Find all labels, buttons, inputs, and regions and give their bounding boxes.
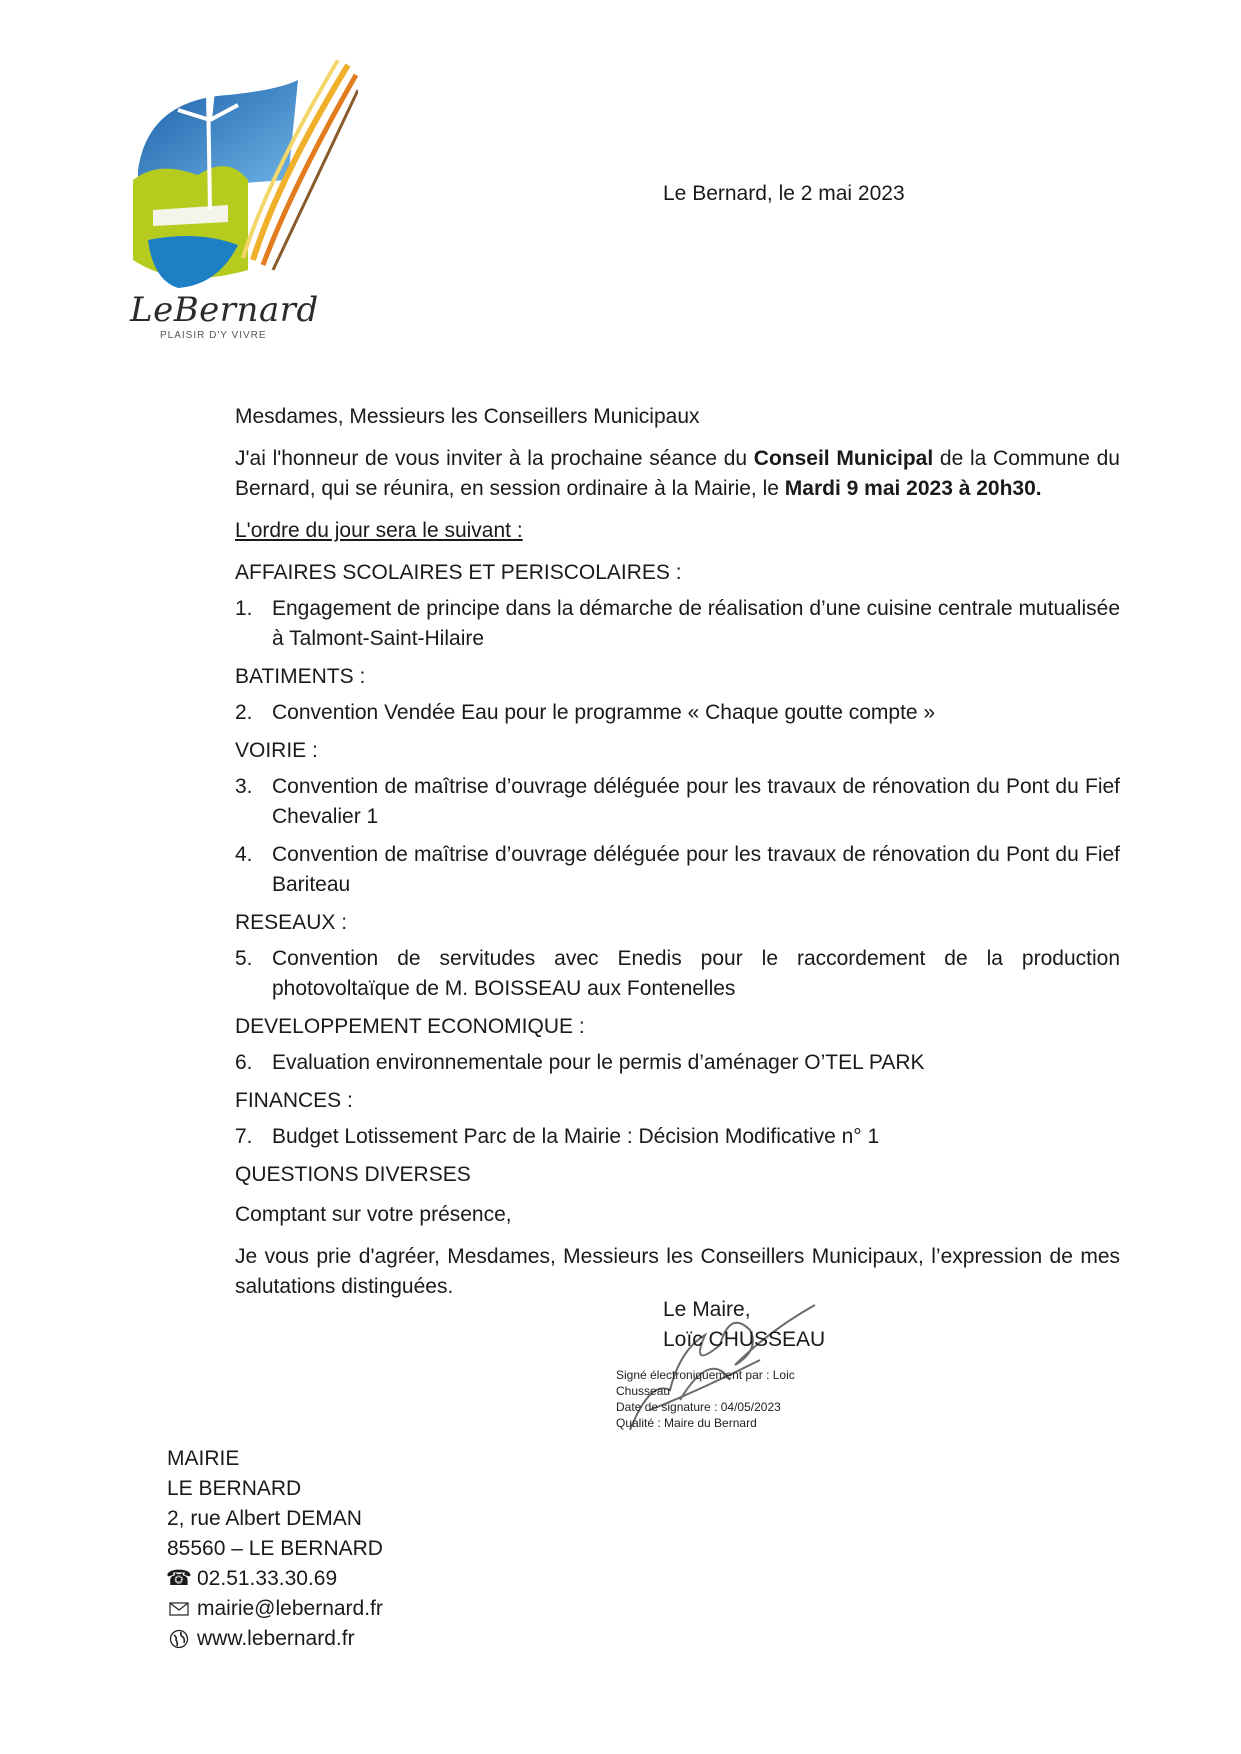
agenda-heading: L'ordre du jour sera le suivant : (235, 519, 523, 542)
agenda-item (235, 1048, 1120, 1078)
footer-town: LE BERNARD (167, 1477, 302, 1500)
agenda-item (235, 772, 1120, 832)
stamp-line: Qualité : Maire du Bernard (616, 1416, 757, 1430)
agenda-item-number: 2. (235, 701, 253, 724)
agenda-item-text: Evaluation environnementale pour le permis d’aménager O’TEL PARK (272, 1051, 925, 1074)
footer-address-2: 85560 – LE BERNARD (167, 1537, 383, 1560)
meeting-date: Mardi 9 mai 2023 à 20h30. (784, 477, 1042, 500)
logo-tagline: PLAISIR D'Y VIVRE (160, 330, 267, 341)
intro-paragraph (235, 444, 1120, 504)
signatory-name: Loïc CHUSSEAU (663, 1328, 826, 1351)
agenda-item-number: 6. (235, 1051, 253, 1074)
agenda-list (235, 558, 1120, 1190)
signatory-title: Le Maire, (663, 1298, 751, 1321)
footer-email[interactable]: mairie@lebernard.fr (197, 1597, 383, 1620)
agenda-item-number: 7. (235, 1125, 253, 1148)
footer-web-row[interactable] (167, 1624, 383, 1654)
agenda-item-number: 1. (235, 597, 253, 620)
address-footer (167, 1444, 383, 1654)
agenda-item-text: Convention de maîtrise d’ouvrage déléguée pour les travaux de rénovation du Pont du Fief Chevalier 1 (272, 775, 1120, 828)
footer-phone-row (167, 1564, 383, 1594)
letter-body (235, 402, 1120, 1314)
agenda-section-title: BATIMENTS : (235, 665, 366, 688)
agenda-item-text: Budget Lotissement Parc de la Mairie : Décision Modificative n° 1 (272, 1125, 880, 1148)
stamp-line: Date de signature : 04/05/2023 (616, 1400, 781, 1414)
footer-email-row[interactable] (167, 1594, 383, 1624)
agenda-item (235, 840, 1120, 900)
closing-presence: Comptant sur votre présence, (235, 1203, 512, 1226)
closing-salutation: Je vous prie d'agréer, Mesdames, Messieurs les Conseillers Municipaux, l’expression de mes salutations distinguées. (235, 1245, 1120, 1298)
agenda-section-title: FINANCES : (235, 1089, 353, 1112)
agenda-section-title: QUESTIONS DIVERSES (235, 1163, 471, 1186)
signature-block (663, 1295, 825, 1355)
phone-icon: ☎ (165, 1567, 193, 1590)
intro-text-1: J'ai l'honneur de vous inviter à la prochaine séance du (235, 447, 754, 470)
agenda-section-title: AFFAIRES SCOLAIRES ET PERISCOLAIRES : (235, 561, 682, 584)
salutation: Mesdames, Messieurs les Conseillers Municipaux (235, 405, 700, 428)
intro-bold-1: Conseil Municipal (753, 447, 934, 470)
agenda-item-number: 3. (235, 775, 253, 798)
letter-date: Le Bernard, le 2 mai 2023 (663, 182, 905, 205)
envelope-icon (167, 1599, 191, 1619)
agenda-item-number: 4. (235, 843, 253, 866)
agenda-section-title: RESEAUX : (235, 911, 348, 934)
footer-phone: 02.51.33.30.69 (197, 1567, 338, 1590)
agenda-item-number: 5. (235, 947, 253, 970)
electronic-signature-stamp (616, 1367, 795, 1431)
intro-text-2: de la Commune du Bernard, qui se réunira, en session ordinaire à la Mairie, le (235, 447, 1120, 500)
footer-address-1: 2, rue Albert DEMAN (167, 1507, 362, 1530)
stamp-line: Signé électroniquement par : Loic (616, 1368, 795, 1382)
agenda-item (235, 1122, 1120, 1152)
agenda-item (235, 594, 1120, 654)
globe-icon (167, 1629, 191, 1649)
agenda-item (235, 698, 1120, 728)
logo-wordmark: LeBernard (130, 290, 319, 330)
footer-website[interactable]: www.lebernard.fr (197, 1627, 355, 1650)
agenda-item (235, 944, 1120, 1004)
agenda-item-text: Convention de maîtrise d’ouvrage déléguée pour les travaux de rénovation du Pont du Fief Bariteau (272, 843, 1120, 896)
agenda-item-text: Convention de servitudes avec Enedis pour le raccordement de la production photovoltaïque de M. BOISSEAU aux Fontenelles (272, 947, 1120, 1000)
footer-mairie: MAIRIE (167, 1447, 240, 1470)
agenda-section-title: VOIRIE : (235, 739, 318, 762)
agenda-item-text: Convention Vendée Eau pour le programme « Chaque goutte compte » (272, 701, 936, 724)
agenda-section-title: DEVELOPPEMENT ECONOMIQUE : (235, 1015, 585, 1038)
agenda-item-text: Engagement de principe dans la démarche de réalisation d’une cuisine centrale mutualisée à Talmont-Saint-Hilaire (272, 597, 1120, 650)
stamp-line: Chusseau (616, 1384, 671, 1398)
